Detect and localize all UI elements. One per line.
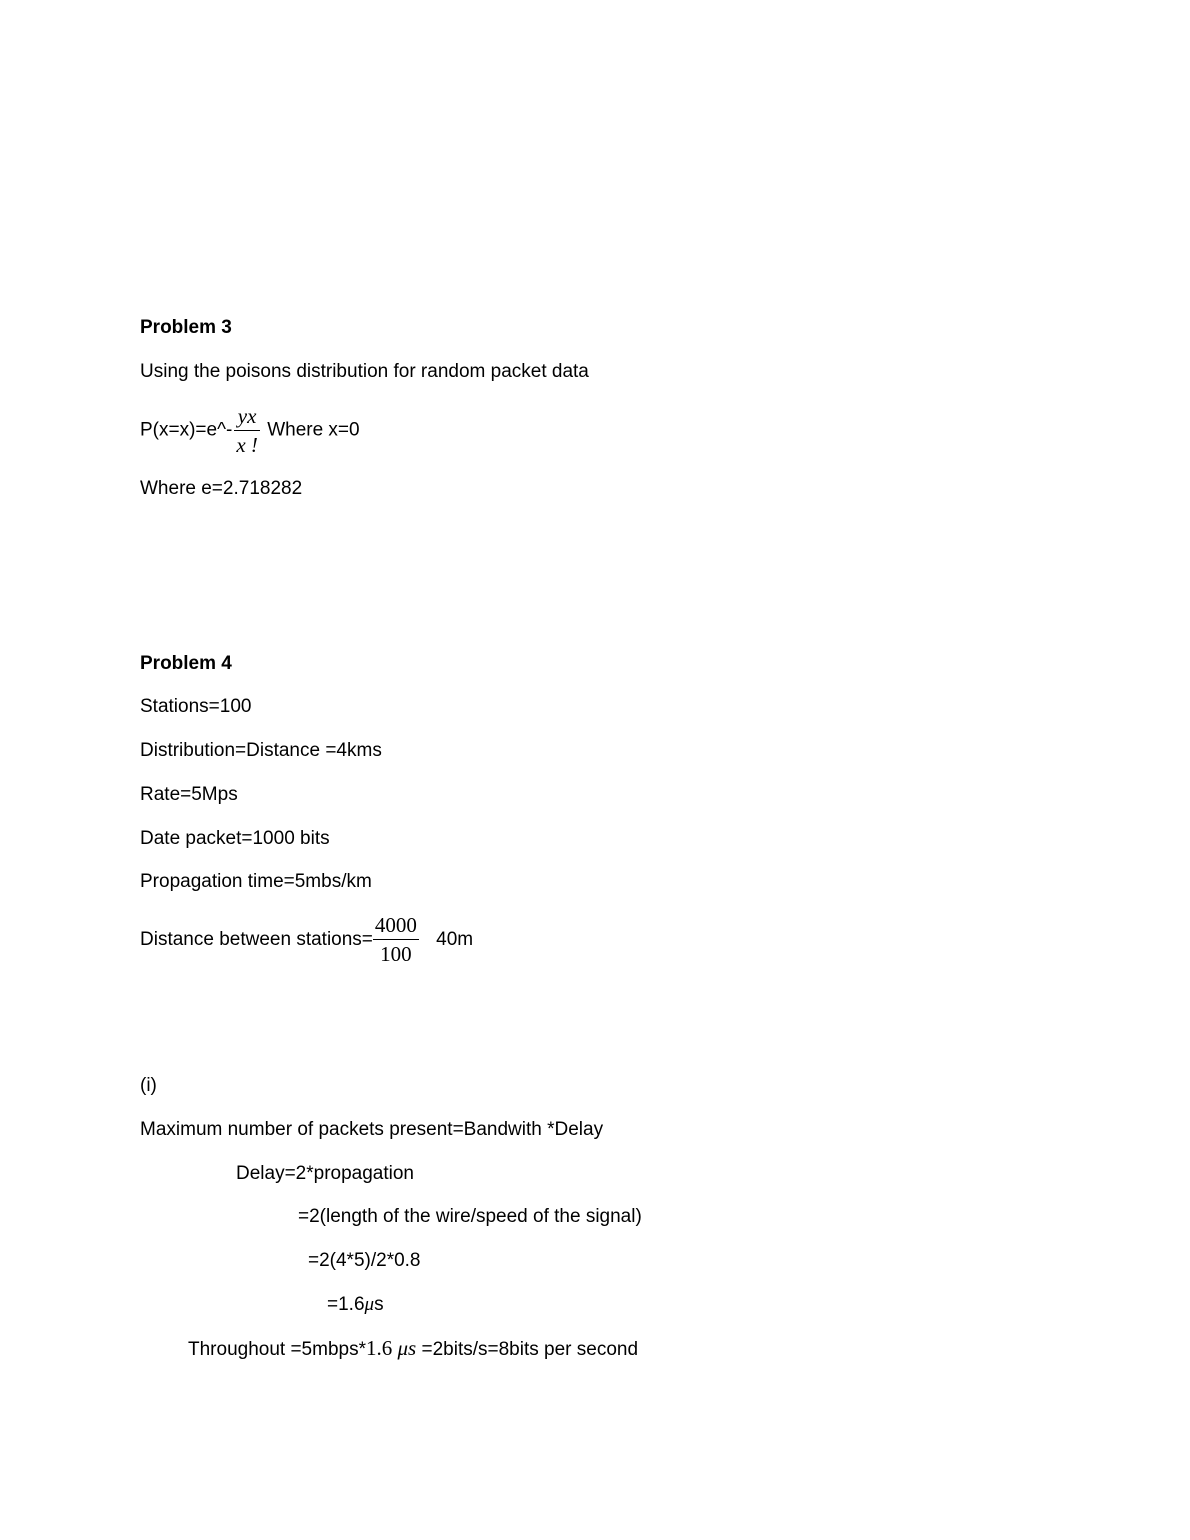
- rate-line: Rate=5Mps: [140, 784, 238, 805]
- delay-step-3: [327, 1294, 384, 1316]
- distance-numerator: 4000: [373, 912, 419, 940]
- problem-4-heading: Problem 4: [140, 653, 232, 674]
- poisson-formula-prefix: P(x=x)=e^-: [140, 419, 233, 441]
- delay-line: Delay=2*propagation: [236, 1163, 414, 1184]
- delay-step-3-value: =1.6: [327, 1294, 365, 1315]
- distance-between-stations: [140, 912, 473, 968]
- distance-between-prefix: Distance between stations=: [140, 929, 373, 950]
- poisson-numerator: yx: [234, 403, 260, 431]
- e-value: Where e=2.718282: [140, 478, 303, 499]
- throughput-line: [188, 1337, 638, 1361]
- delay-step-2: =2(4*5)/2*0.8: [308, 1250, 421, 1271]
- throughput-mu: μs: [397, 1336, 417, 1360]
- throughput-suffix: =2bits/s=8bits per second: [421, 1339, 639, 1360]
- mu-symbol: μ: [364, 1294, 375, 1315]
- throughput-prefix: Throughout =5mbps*: [188, 1339, 366, 1360]
- delay-step-1: =2(length of the wire/speed of the signal): [298, 1206, 642, 1227]
- part-i-label: (i): [140, 1075, 157, 1096]
- max-packets-line: Maximum number of packets present=Bandwith *Delay: [140, 1119, 604, 1140]
- distance-fraction: [373, 912, 419, 967]
- packet-line: Date packet=1000 bits: [140, 828, 330, 849]
- poisson-formula: [140, 403, 360, 458]
- distance-line: Distribution=Distance =4kms: [140, 740, 382, 761]
- problem-3-intro: Using the poisons distribution for random packet data: [140, 361, 589, 382]
- distance-result: 40m: [436, 929, 474, 950]
- stations-line: Stations=100: [140, 696, 252, 717]
- delay-step-3-unit: s: [374, 1294, 384, 1315]
- problem-3-heading: Problem 3: [140, 317, 232, 338]
- poisson-fraction: [234, 403, 260, 458]
- poisson-denominator: x !: [236, 433, 258, 457]
- distance-denominator: 100: [380, 942, 412, 967]
- poisson-formula-suffix: Where x=0: [267, 419, 360, 441]
- propagation-line: Propagation time=5mbs/km: [140, 871, 372, 892]
- throughput-number: 1.6: [365, 1336, 393, 1360]
